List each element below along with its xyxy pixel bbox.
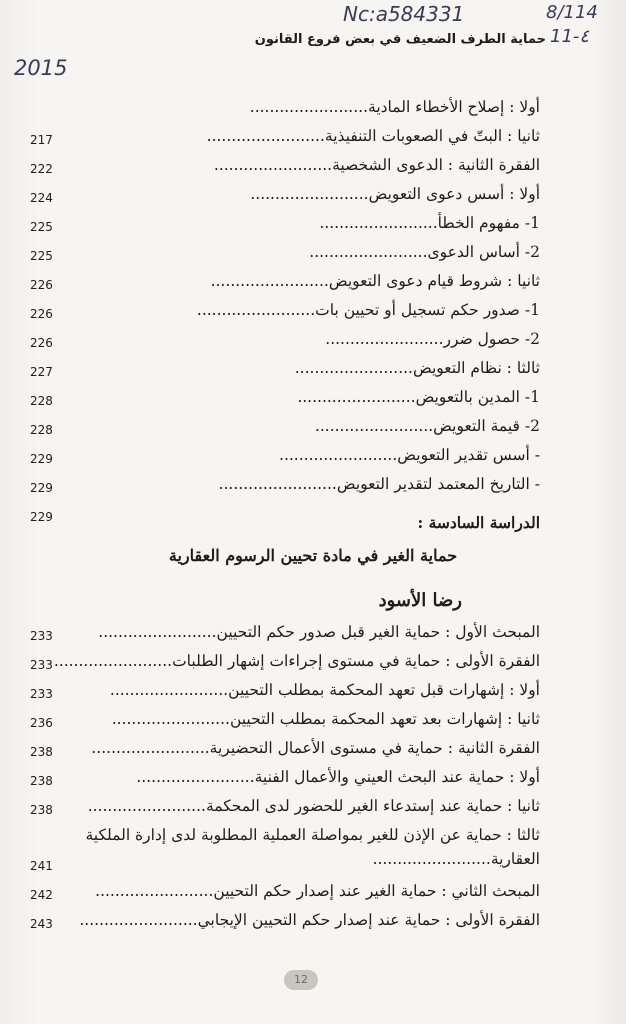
toc-entry-title: 2- حصول ضرر........................	[325, 330, 540, 348]
toc-leader-dots: ........................	[95, 882, 214, 900]
toc-leader-dots: ........................	[87, 797, 206, 815]
toc-leader-dots: ........................	[213, 156, 333, 174]
toc-entry-title: الفقرة الثانية : الدعوى الشخصية........................	[213, 156, 540, 174]
toc-entry	[30, 707, 540, 736]
toc-leader-dots: ........................	[297, 388, 416, 406]
toc-entry-title: 2- أساس الدعوى........................	[309, 243, 540, 261]
toc-entry	[30, 443, 540, 472]
toc-entry	[30, 269, 540, 298]
toc-entry	[30, 327, 540, 356]
toc-entry	[30, 211, 540, 240]
toc-entry	[30, 765, 540, 794]
toc-entry-page: 241	[30, 859, 53, 873]
toc-entry-title: - أسس تقدير التعويض........................	[279, 446, 540, 464]
section-label: الدراسة السادسة :	[417, 513, 540, 532]
toc-entry-title: ثانيا : شروط قيام دعوى التعويض........................	[210, 272, 540, 290]
toc-leader-dots: ........................	[91, 739, 210, 757]
toc-entry-page: 226	[30, 307, 53, 321]
handwritten-year: 2015	[14, 56, 68, 80]
study-title: حماية الغير في مادة تحيين الرسوم العقارية	[168, 546, 458, 565]
toc-entry	[30, 879, 540, 908]
toc-leader-dots: ........................	[206, 127, 325, 145]
toc-leader-dots: ........................	[309, 243, 428, 261]
toc-entry-page: 233	[30, 629, 53, 643]
toc-entry-page: 225	[30, 220, 53, 234]
handwritten-shelf-mark: 11-٤	[550, 26, 590, 47]
page-number: 12	[284, 970, 318, 990]
toc-entry-page: 229	[30, 510, 53, 524]
toc-entry-page: 228	[30, 423, 53, 437]
toc-entry-title: أولا : إشهارات قبل تعهد المحكمة بمطلب التحيين........................	[109, 681, 540, 699]
toc-leader-dots: ........................	[314, 417, 434, 435]
toc-entry-page: 229	[30, 452, 53, 466]
toc-entry-title: ثانيا : إشهارات بعد تعهد المحكمة بمطلب التحيين........................	[111, 710, 540, 728]
toc-entry-title: أولا : حماية عند البحث العيني والأعمال الفنية........................	[136, 768, 540, 786]
toc-entry	[30, 95, 540, 124]
toc-entry-title: المبحث الأول : حماية الغير قبل صدور حكم التحيين........................	[98, 623, 540, 641]
toc-entry-title: الفقرة الأولى : حماية عند إصدار حكم التحيين الإيجابي........................	[79, 911, 540, 929]
toc-entry	[30, 240, 540, 269]
author-name: رضا الأسود	[378, 590, 462, 611]
toc-entry-title: أولا : إصلاح الأخطاء المادية........................	[249, 98, 540, 116]
toc-entry	[30, 356, 540, 385]
toc-entry	[30, 472, 540, 501]
toc-leader-dots: ........................	[98, 623, 217, 641]
toc-leader-dots: ........................	[372, 850, 491, 868]
toc-entry-title: 1- المدين بالتعويض........................	[297, 388, 540, 406]
toc-entry	[30, 908, 540, 937]
toc-entry-title: أولا : أسس دعوى التعويض........................	[250, 185, 540, 203]
toc-entry-page: 226	[30, 336, 53, 350]
toc-entry	[30, 124, 540, 153]
toc-leader-dots: ........................	[196, 301, 316, 319]
toc-entry	[30, 153, 540, 182]
toc-entry-title: ثالثا : حماية عن الإذن للغير بمواصلة العملية المطلوبة لدى إدارة الملكية العقارية........................	[85, 826, 540, 868]
toc-leader-dots: ........................	[53, 652, 173, 670]
toc-leader-dots: ........................	[136, 768, 255, 786]
toc-entry	[30, 823, 540, 879]
toc-list-bottom	[30, 620, 540, 937]
toc-entry	[30, 794, 540, 823]
toc-entry-title: الفقرة الثانية : حماية في مستوى الأعمال التحضيرية........................	[91, 739, 540, 757]
handwritten-copy-number: 8/114	[546, 2, 598, 23]
toc-leader-dots: ........................	[250, 185, 369, 203]
toc-entry-page: 217	[30, 133, 53, 147]
toc-leader-dots: ........................	[319, 214, 438, 232]
toc-entry-title: ثانيا : حماية عند إستدعاء الغير للحضور لدى المحكمة........................	[87, 797, 540, 815]
toc-entry-title: ثانيا : البتّ في الصعوبات التنفيذية........................	[206, 127, 540, 145]
toc-leader-dots: ........................	[294, 359, 413, 377]
toc-entry-title: 1- مفهوم الخطأ........................	[319, 214, 540, 232]
toc-entry-page: 226	[30, 278, 53, 292]
toc-leader-dots: ........................	[279, 446, 398, 464]
running-head: حماية الطرف الضعيف في بعض فروع القانون	[254, 32, 546, 47]
toc-entry	[30, 620, 540, 649]
toc-leader-dots: ........................	[210, 272, 329, 290]
toc-entry	[30, 678, 540, 707]
toc-entry-page: 222	[30, 162, 53, 176]
toc-leader-dots: ........................	[109, 681, 229, 699]
handwritten-catalog-number: Nc:a584331	[343, 2, 465, 26]
toc-entry	[30, 736, 540, 765]
toc-entry-title: 1- صدور حكم تسجيل أو تحيين بات........................	[196, 301, 540, 319]
toc-entry-page: 243	[30, 917, 53, 931]
toc-entry-page: 242	[30, 888, 53, 902]
toc-leader-dots: ........................	[111, 710, 230, 728]
toc-entry	[30, 649, 540, 678]
toc-entry	[30, 298, 540, 327]
toc-entry-page: 236	[30, 716, 53, 730]
toc-entry-title: 2- قيمة التعويض........................	[314, 417, 540, 435]
toc-entry	[30, 385, 540, 414]
toc-entry	[30, 414, 540, 443]
toc-entry-page: 225	[30, 249, 53, 263]
toc-entry	[30, 182, 540, 211]
toc-entry-title: المبحث الثاني : حماية الغير عند إصدار حكم التحيين........................	[95, 882, 540, 900]
toc-leader-dots: ........................	[79, 911, 198, 929]
toc-entry-page: 228	[30, 394, 53, 408]
toc-leader-dots: ........................	[325, 330, 444, 348]
toc-entry-page: 233	[30, 658, 53, 672]
toc-entry-title: الفقرة الأولى : حماية في مستوى إجراءات إشهار الطلبات........................	[53, 652, 540, 670]
toc-entry-page: 233	[30, 687, 53, 701]
toc-entry-page: 238	[30, 745, 53, 759]
toc-list-top	[30, 95, 540, 530]
toc-leader-dots: ........................	[249, 98, 369, 116]
toc-entry-page: 227	[30, 365, 53, 379]
toc-entry-page: 238	[30, 803, 53, 817]
toc-entry-page: 229	[30, 481, 53, 495]
toc-entry-page: 224	[30, 191, 53, 205]
toc-entry-title: - التاريخ المعتمد لتقدير التعويض........................	[218, 475, 540, 493]
toc-entry-title: ثالثا : نظام التعويض........................	[294, 359, 540, 377]
toc-entry-page: 238	[30, 774, 53, 788]
toc-leader-dots: ........................	[218, 475, 337, 493]
